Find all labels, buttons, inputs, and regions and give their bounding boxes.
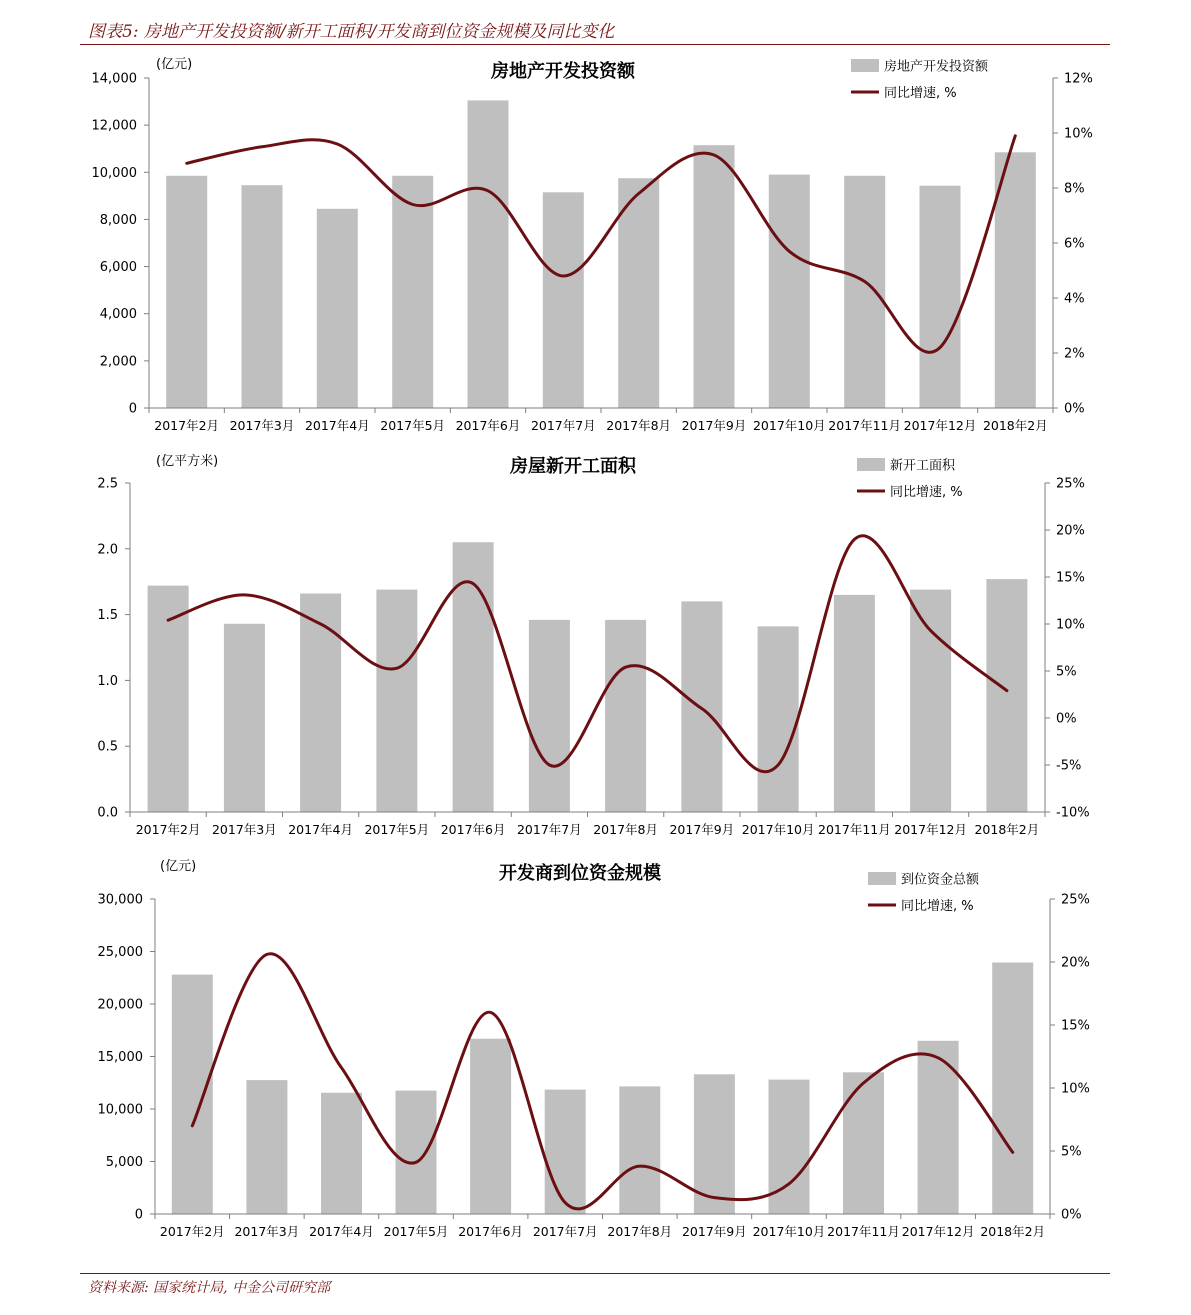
chart2-bar <box>605 620 646 812</box>
chart1-x-tick-label: 2017年11月 <box>828 418 902 433</box>
chart2-right-tick-label: 10% <box>1056 617 1085 633</box>
top-rule <box>80 44 1110 45</box>
chart2-left-tick-label: 1.0 <box>97 673 118 689</box>
chart1-bar <box>242 185 283 408</box>
chart2-x-tick-label: 2017年5月 <box>364 822 430 837</box>
chart2-left-tick-label: 2.0 <box>97 542 118 558</box>
chart3-bar <box>619 1086 660 1214</box>
chart2-x-tick-label: 2017年6月 <box>440 822 506 837</box>
source-note: 资料来源: 国家统计局, 中金公司研究部 <box>88 1280 331 1296</box>
chart2-title: 房屋新开工面积 <box>510 456 636 477</box>
chart3-x-tick-label: 2017年4月 <box>309 1224 374 1239</box>
chart3-left-tick-label: 20,000 <box>97 997 143 1013</box>
chart3-bar <box>172 975 213 1214</box>
chart2-x-tick-label: 2017年10月 <box>741 822 815 837</box>
chart1-right-tick-label: 10% <box>1064 126 1093 142</box>
chart1-bar <box>166 176 207 408</box>
chart2-x-tick-label: 2017年12月 <box>894 822 967 837</box>
chart1-left-tick-label: 8,000 <box>99 212 137 228</box>
chart1-x-tick-label: 2017年7月 <box>530 418 596 433</box>
chart1-right-tick-label: 0% <box>1064 401 1085 417</box>
chart1-legend-bar-label: 房地产开发投资额 <box>884 59 989 75</box>
chart3-bar <box>843 1072 884 1214</box>
chart2-bar <box>376 590 417 812</box>
chart1-x-tick-label: 2017年5月 <box>380 418 446 433</box>
chart1-right-tick-label: 6% <box>1064 236 1085 252</box>
chart1-x-tick-label: 2017年6月 <box>455 418 521 433</box>
chart2-legend-bar-label: 新开工面积 <box>890 458 956 474</box>
chart1-bar <box>694 145 735 408</box>
chart3-x-tick-label: 2017年10月 <box>752 1224 826 1239</box>
chart3-bar <box>470 1039 511 1214</box>
chart2-bar <box>681 601 722 812</box>
chart2-legend-line-label: 同比增速, % <box>890 485 963 500</box>
chart3-x-tick-label: 2017年6月 <box>458 1224 524 1239</box>
chart3-right-tick-label: 0% <box>1061 1207 1082 1223</box>
chart1-left-tick-label: 14,000 <box>91 71 137 87</box>
chart2-bar <box>224 624 265 812</box>
chart1-right-tick-label: 12% <box>1064 71 1093 87</box>
chart1-bar <box>769 175 810 408</box>
chart3-legend-bar-swatch <box>868 872 896 885</box>
chart3-right-tick-label: 5% <box>1061 1144 1082 1160</box>
chart2-x-tick-label: 2017年9月 <box>669 822 735 837</box>
chart3-legend-line-label: 同比增速, % <box>901 899 974 914</box>
chart1-right-tick-label: 2% <box>1064 346 1085 362</box>
bottom-rule <box>80 1273 1110 1274</box>
chart1-bar <box>920 186 961 408</box>
chart2-bar <box>758 626 799 812</box>
chart2-x-tick-label: 2018年2月 <box>974 822 1040 837</box>
chart1-bar <box>543 192 584 408</box>
chart1-left-tick-label: 2,000 <box>99 354 137 370</box>
chart1-bar <box>468 100 509 408</box>
chart3-right-tick-label: 10% <box>1061 1081 1090 1097</box>
chart3-x-tick-label: 2017年2月 <box>159 1224 225 1239</box>
chart3-x-tick-label: 2017年3月 <box>234 1224 300 1239</box>
chart2-legend-bar-swatch <box>857 458 885 471</box>
chart2-bar <box>834 595 875 812</box>
chart3-left-tick-label: 10,000 <box>97 1102 143 1118</box>
chart2-right-tick-label: 15% <box>1056 570 1085 586</box>
chart1-bar <box>392 176 433 408</box>
chart1-legend-bar-swatch <box>851 59 879 72</box>
investment-chart <box>0 50 1191 450</box>
chart1-x-tick-label: 2017年3月 <box>229 418 295 433</box>
chart3-bar <box>396 1091 437 1214</box>
figure-title: 图表5: 房地产开发投资额/新开工面积/开发商到位资金规模及同比变化 <box>88 22 615 42</box>
chart2-right-tick-label: -5% <box>1056 758 1082 774</box>
chart1-left-tick-label: 6,000 <box>99 260 137 276</box>
chart1-unit-label: (亿元) <box>156 57 193 72</box>
chart3-x-tick-label: 2017年11月 <box>827 1224 900 1239</box>
chart3-title: 开发商到位资金规模 <box>499 863 661 884</box>
chart2-x-tick-label: 2017年3月 <box>211 822 277 837</box>
chart3-right-tick-label: 15% <box>1061 1018 1090 1034</box>
chart1-bar <box>618 178 659 408</box>
chart3-bar <box>321 1093 362 1214</box>
chart1-left-tick-label: 12,000 <box>91 118 137 134</box>
chart2-bar <box>986 579 1027 812</box>
chart2-right-tick-label: 5% <box>1056 664 1077 680</box>
chart2-bar <box>529 620 570 812</box>
chart2-bar <box>910 590 951 812</box>
chart2-right-tick-label: -10% <box>1056 805 1090 821</box>
chart3-left-tick-label: 15,000 <box>97 1050 143 1065</box>
chart3-unit-label: (亿元) <box>160 859 197 874</box>
chart2-x-tick-label: 2017年8月 <box>593 822 659 837</box>
chart1-x-tick-label: 2017年10月 <box>752 418 826 433</box>
chart2-left-tick-label: 1.5 <box>97 608 118 624</box>
chart3-x-tick-label: 2018年2月 <box>980 1224 1046 1239</box>
chart1-right-tick-label: 8% <box>1064 181 1085 197</box>
chart1-x-tick-label: 2017年9月 <box>681 418 747 433</box>
chart3-right-tick-label: 25% <box>1061 892 1090 908</box>
chart3-bar <box>992 963 1033 1215</box>
chart1-title: 房地产开发投资额 <box>491 61 635 82</box>
chart1-x-tick-label: 2017年2月 <box>154 418 220 433</box>
chart1-x-tick-label: 2017年12月 <box>903 418 977 433</box>
chart3-left-tick-label: 5,000 <box>105 1155 143 1170</box>
chart2-x-tick-label: 2017年7月 <box>516 822 582 837</box>
chart2-unit-label: (亿平方米) <box>156 454 219 469</box>
chart2-bar <box>300 594 341 813</box>
chart3-left-tick-label: 25,000 <box>97 945 143 960</box>
chart2-right-tick-label: 25% <box>1056 476 1085 492</box>
chart2-x-tick-label: 2017年11月 <box>818 822 891 837</box>
chart1-bar <box>844 176 885 408</box>
chart2-left-tick-label: 2.5 <box>97 476 118 492</box>
chart1-left-tick-label: 0 <box>128 401 137 417</box>
developer-funding-chart <box>0 855 1191 1265</box>
chart1-x-tick-label: 2018年2月 <box>982 418 1048 433</box>
chart1-x-tick-label: 2017年8月 <box>606 418 672 433</box>
chart2-right-tick-label: 20% <box>1056 523 1085 539</box>
chart2-growth-line <box>168 536 1007 772</box>
chart1-legend-line-label: 同比增速, % <box>884 86 957 101</box>
chart1-bar <box>317 209 358 408</box>
chart3-x-tick-label: 2017年9月 <box>681 1224 747 1239</box>
chart2-x-tick-label: 2017年2月 <box>135 822 201 837</box>
chart3-x-tick-label: 2017年12月 <box>901 1224 975 1239</box>
chart3-x-tick-label: 2017年5月 <box>383 1224 449 1239</box>
chart1-left-tick-label: 4,000 <box>99 307 137 323</box>
chart2-x-tick-label: 2017年4月 <box>288 822 354 837</box>
chart3-left-tick-label: 0 <box>134 1207 143 1223</box>
chart1-x-tick-label: 2017年4月 <box>304 418 370 433</box>
chart3-x-tick-label: 2017年8月 <box>607 1224 673 1239</box>
chart3-x-tick-label: 2017年7月 <box>532 1224 598 1239</box>
chart1-growth-line <box>187 136 1016 353</box>
chart3-right-tick-label: 20% <box>1061 955 1090 971</box>
chart3-bar <box>545 1090 586 1214</box>
chart1-left-tick-label: 10,000 <box>91 165 137 181</box>
new-construction-chart <box>0 450 1191 850</box>
chart2-left-tick-label: 0.5 <box>97 739 118 755</box>
chart2-left-tick-label: 0.0 <box>97 805 118 821</box>
chart3-bar <box>246 1080 287 1214</box>
chart1-bar <box>995 152 1036 408</box>
chart3-legend-bar-label: 到位资金总额 <box>901 872 980 888</box>
chart3-left-tick-label: 30,000 <box>97 892 143 908</box>
chart2-right-tick-label: 0% <box>1056 711 1077 727</box>
chart3-growth-line <box>192 954 1012 1209</box>
chart1-right-tick-label: 4% <box>1064 291 1085 307</box>
